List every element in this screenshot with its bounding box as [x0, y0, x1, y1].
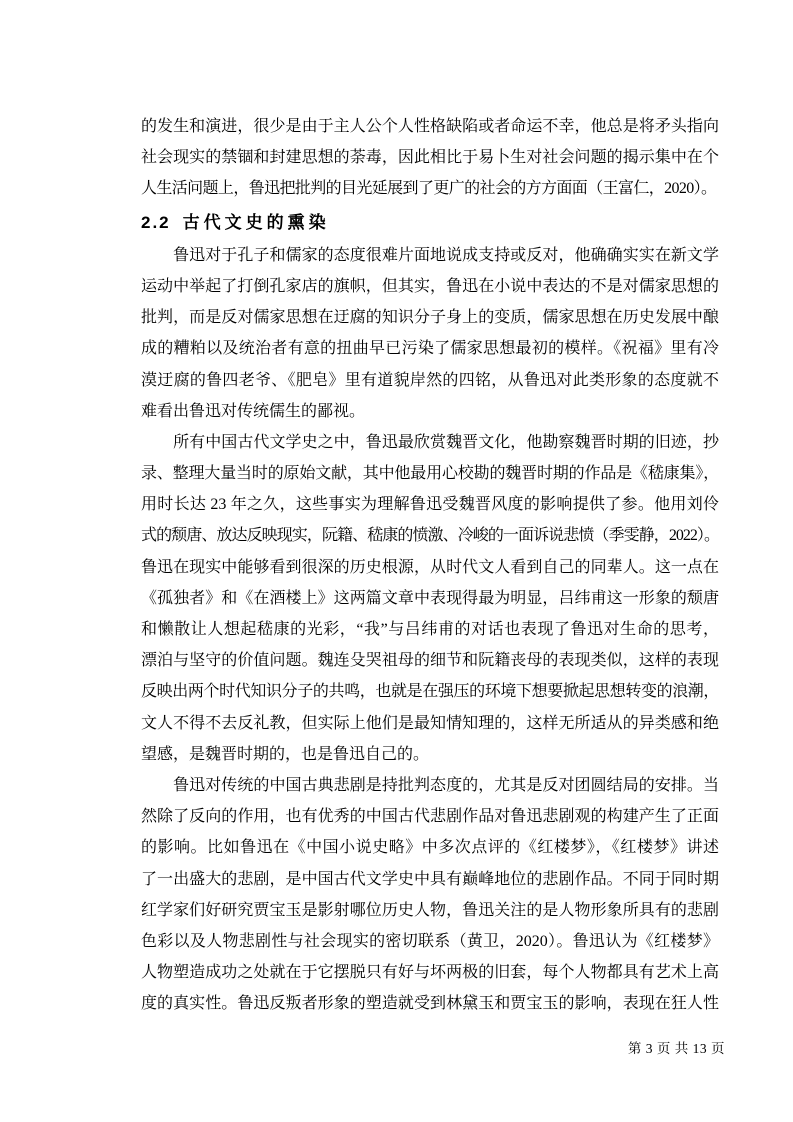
text-line: 漠迂腐的鲁四老爷、《肥皂》里有道貌岸然的四铭，从鲁迅对此类形象的态度就不: [141, 371, 719, 389]
document-body: [141, 111, 719, 1019]
text-line: 难看出鲁迅对传统儒生的鄙视。: [141, 402, 366, 420]
text-line: 社会现实的禁锢和封建思想的荼毒，因此相比于易卜生对社会问题的揭示集中在个: [141, 149, 719, 167]
text-line: 漂泊与坚守的价值问题。魏连殳哭祖母的细节和阮籍丧母的表现类似，这样的表现: [141, 652, 719, 670]
paragraph: [141, 770, 719, 1020]
section-number: 2.2: [141, 212, 171, 232]
paragraph: [141, 427, 719, 770]
text-line: 所有中国古代文学史之中，鲁迅最欣赏魏晋文化，他勘察魏晋时期的旧迹，抄: [141, 433, 719, 451]
text-line: 和懒散让人想起嵇康的光彩，“我”与吕纬甫的对话也表现了鲁迅对生命的思考，: [141, 621, 719, 638]
text-line: 录、整理大量当时的原始文献，其中他最用心校勘的魏晋时期的作品是《嵇康集》，: [141, 465, 719, 483]
text-line: 然除了反向的作用，也有优秀的中国古代悲剧作品对鲁迅悲剧观的构建产生了正面: [141, 808, 719, 826]
text-line: 鲁迅在现实中能够看到很深的历史根源，从时代文人看到自己的同辈人。这一点在: [141, 558, 719, 576]
text-line: 《孤独者》和《在酒楼上》这两篇文章中表现得最为明显，吕纬甫这一形象的颓唐: [141, 589, 719, 607]
section-title: 古代文史的熏染: [182, 212, 330, 232]
page-number-text: 第 3 页 共 13 页: [627, 1041, 725, 1056]
text-line: 望感，是魏晋时期的，也是鲁迅自己的。: [141, 745, 430, 763]
text-line: 了一出盛大的悲剧，是中国古代文学史中具有巅峰地位的悲剧作品。不同于同时期: [141, 870, 719, 888]
text-line: 度的真实性。鲁迅反叛者形象的塑造就受到林黛玉和贾宝玉的影响，表现在狂人性: [141, 995, 719, 1013]
text-line: 鲁迅对于孔子和儒家的态度很难片面地说成支持或反对，他确确实实在新文学: [141, 246, 719, 264]
text-line: 反映出两个时代知识分子的共鸣，也就是在强压的环境下想要掀起思想转变的浪潮，: [141, 683, 719, 701]
text-line: 人物塑造成功之处就在于它摆脱只有好与坏两极的旧套，每个人物都具有艺术上高: [141, 964, 719, 982]
text-line: 运动中举起了打倒孔家店的旗帜，但其实，鲁迅在小说中表达的不是对儒家思想的: [141, 277, 719, 295]
text-line: 鲁迅对传统的中国古典悲剧是持批判态度的，尤其是反对团圆结局的安排。当: [141, 776, 719, 794]
text-line: 色彩以及人物悲剧性与社会现实的密切联系（黄卫，2020）。鲁迅认为《红楼梦》: [141, 932, 719, 950]
text-line: 人生活问题上，鲁迅把批判的目光延展到了更广的社会的方方面面（王富仁，2020）。: [141, 180, 717, 198]
paragraph: [141, 111, 719, 205]
text-line: 红学家们好研究贾宝玉是影射哪位历史人物，鲁迅关注的是人物形象所具有的悲剧: [141, 901, 719, 919]
text-line: 的发生和演进，很少是由于主人公个人性格缺陷或者命运不幸，他总是将矛头指向: [141, 118, 719, 135]
paragraph: [141, 240, 719, 427]
page-footer: [628, 1040, 725, 1058]
text-line: 式的颓唐、放达反映现实，阮籍、嵇康的愤激、冷峻的一面诉说悲愤（季雯静，2022）。: [141, 527, 719, 545]
text-line: 成的糟粕以及统治者有意的扭曲早已污染了儒家思想最初的模样。《祝福》里有冷: [141, 340, 719, 358]
text-line: 批判，而是反对儒家思想在迂腐的知识分子身上的变质，儒家思想在历史发展中酿: [141, 309, 719, 327]
section-heading: [141, 207, 719, 238]
text-line: 用时长达 23 年之久，这些事实为理解鲁迅受魏晋风度的影响提供了参。他用刘伶: [141, 496, 719, 514]
text-line: 文人不得不去反礼教，但实际上他们是最知情知理的，这样无所适从的异类感和绝: [141, 714, 719, 732]
text-line: 的影响。比如鲁迅在《中国小说史略》中多次点评的《红楼梦》，《红楼梦》讲述: [141, 839, 719, 857]
